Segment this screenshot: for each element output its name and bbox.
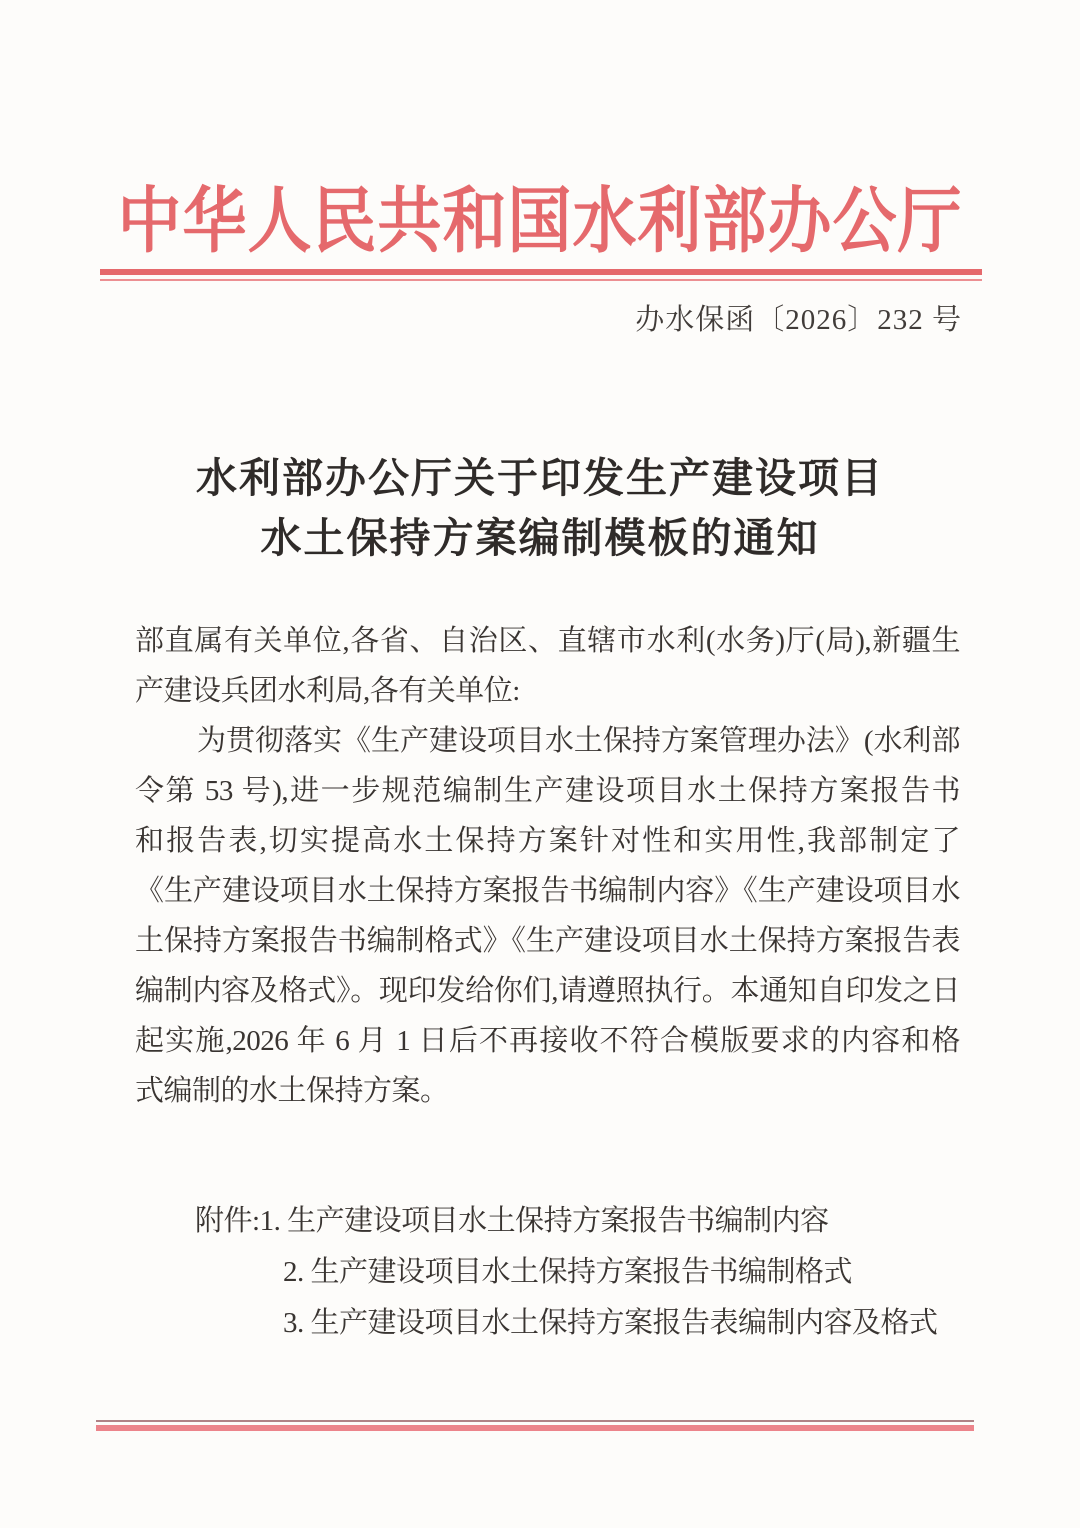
attachment-item	[195, 1247, 960, 1298]
paragraph-line: 和报告表,切实提高水土保持方案针对性和实用性,我部制定了	[135, 825, 960, 858]
paragraph-line: 编制内容及格式》。现印发给你们,请遵照执行。本通知自印发之日	[135, 975, 960, 1008]
attachments-label: 附件:	[195, 1205, 260, 1238]
footer-separator-line	[96, 1420, 974, 1431]
paragraph-line: 起实施,2026 年 6 月 1 日后不再接收不符合模版要求的内容和格	[135, 1025, 960, 1058]
document-reference-number: 办水保函〔2026〕232 号	[635, 304, 962, 337]
salutation-line: 产建设兵团水利局,各有关单位:	[135, 675, 520, 708]
salutation-line: 部直属有关单位,各省、自治区、直辖市水利(水务)厅(局),新疆生	[135, 625, 960, 658]
attachment-item-text: 3. 生产建设项目水土保持方案报告表编制内容及格式	[283, 1307, 938, 1340]
paragraph-line: 令第 53 号),进一步规范编制生产建设项目水土保持方案报告书	[135, 775, 960, 808]
attachment-item-text: 2. 生产建设项目水土保持方案报告书编制格式	[283, 1256, 853, 1289]
separator-thick-line	[96, 1425, 974, 1431]
paragraph-line: 土保持方案报告书编制格式》《生产建设项目水土保持方案报告表	[135, 925, 960, 958]
paragraph-line: 式编制的水土保持方案。	[135, 1075, 449, 1108]
attachment-list	[195, 1196, 960, 1349]
paragraph-line: 为贯彻落实《生产建设项目水土保持方案管理办法》(水利部	[197, 725, 960, 758]
separator-thin-line	[100, 279, 982, 281]
attachment-item	[195, 1196, 960, 1247]
paragraph-line: 《生产建设项目水土保持方案报告书编制内容》《生产建设项目水	[135, 875, 960, 908]
document-title	[0, 448, 1080, 568]
document-title-line2: 水土保持方案编制模板的通知	[260, 515, 820, 562]
document-body	[135, 616, 960, 1116]
letterhead-separator-line	[100, 269, 982, 281]
attachment-item-text: 1. 生产建设项目水土保持方案报告书编制内容	[259, 1205, 829, 1238]
attachment-item	[195, 1298, 960, 1349]
document-title-line1: 水利部办公厅关于印发生产建设项目	[196, 455, 884, 502]
agency-letterhead-title: 中华人民共和国水利部办公厅	[117, 181, 963, 261]
